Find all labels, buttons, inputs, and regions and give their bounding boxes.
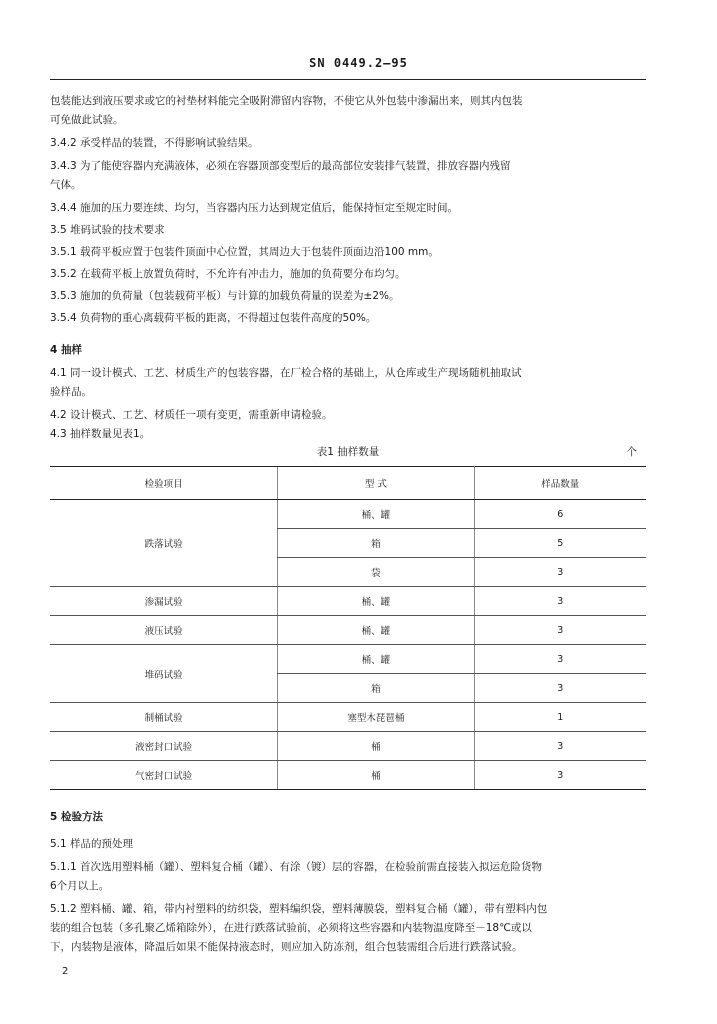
header-test-item: 检验项目 — [50, 467, 278, 500]
clause-3-5-4: 3.5.4 负荷物的重心离载荷平板的距离，不得超过包装件高度的50%。 — [50, 312, 377, 324]
cell-type: 桶、罐 — [278, 587, 474, 616]
clause-5-1-1-line2: 6个月以上。 — [50, 880, 110, 892]
paragraph-continued-line1: 包装能达到液压要求或它的衬垫材料能完全吸附滞留内容物，不使它从外包装中渗漏出来，则其内包装 — [50, 95, 523, 107]
cell-test-item: 气密封口试验 — [50, 761, 278, 790]
clause-5-1-2-line3: 下，内装物是液体，降温后如果不能保持液态时，则应加入防冻剂，组合包装需组合后进行跌落试验。 — [50, 941, 523, 953]
cell-type: 箱 — [278, 529, 474, 558]
clause-5-1: 5.1 样品的预处理 — [50, 838, 134, 850]
cell-qty: 3 — [474, 732, 646, 761]
clause-3-4-3-line1: 3.4.3 为了能使容器内充满液体，必须在容器顶部变型后的最高部位安装排气装置，排放容器内残留 — [50, 160, 511, 172]
cell-test-item: 液密封口试验 — [50, 732, 278, 761]
cell-test-item: 液压试验 — [50, 616, 278, 645]
cell-type: 箱 — [278, 674, 474, 703]
clause-5-1-1-line1: 5.1.1 首次选用塑料桶（罐）、塑料复合桶（罐）、有涂（镀）层的容器，在检验前需直接装入拟运危险货物 — [50, 861, 543, 873]
clause-4-2: 4.2 设计模式、工艺、材质任一项有变更，需重新申请检验。 — [50, 409, 333, 421]
clause-4-1-line2: 验样品。 — [50, 386, 92, 398]
clause-4-1-line1: 4.1 同一设计模式、工艺、材质生产的包装容器，在厂检合格的基础上，从仓库或生产现场随机抽取试 — [50, 367, 522, 379]
cell-qty: 3 — [474, 587, 646, 616]
table-unit: 个 — [626, 446, 637, 458]
table-row — [50, 732, 646, 761]
cell-qty: 1 — [474, 703, 646, 732]
clause-3-4-2: 3.4.2 承受样品的装置，不得影响试验结果。 — [50, 137, 259, 149]
table-header-row — [50, 467, 646, 500]
table-row — [50, 703, 646, 732]
cell-qty: 3 — [474, 674, 646, 703]
cell-test-item: 堆码试验 — [50, 645, 278, 703]
paragraph-continued-line2: 可免做此试验。 — [50, 114, 124, 126]
header-rule — [50, 79, 646, 80]
cell-type: 桶、罐 — [278, 645, 474, 674]
table-row — [50, 500, 646, 529]
cell-qty: 3 — [474, 616, 646, 645]
clause-3-4-3-line2: 气体。 — [50, 179, 82, 191]
clause-3-5-3: 3.5.3 施加的负荷量（包装载荷平板）与计算的加载负荷量的误差为±2%。 — [50, 290, 400, 302]
cell-qty: 3 — [474, 761, 646, 790]
clause-3-5-1: 3.5.1 载荷平板应置于包装件顶面中心位置，其周边大于包装件顶面边沿100 mm。 — [50, 246, 439, 258]
cell-type: 桶 — [278, 761, 474, 790]
table-row — [50, 587, 646, 616]
table-caption: 表1 抽样数量 — [316, 446, 380, 458]
clause-5-1-2-line2: 装的组合包装（多孔聚乙烯箱除外），在进行跌落试验前，必须将这些容器和内装物温度降至－18℃或以 — [50, 922, 532, 934]
section-4-heading: 4 抽样 — [50, 344, 82, 356]
clause-3-5-2: 3.5.2 在载荷平板上放置负荷时，不允许有冲击力，施加的负荷要分布均匀。 — [50, 268, 406, 280]
table-row — [50, 645, 646, 674]
sampling-quantity-table — [50, 466, 646, 790]
clause-3-4-4: 3.4.4 施加的压力要连续、均匀，当容器内压力达到规定值后，能保持恒定至规定时间。 — [50, 202, 459, 214]
clause-5-1-2-line1: 5.1.2 塑料桶、罐、箱，带内衬塑料的纺织袋，塑料编织袋，塑料薄膜袋，塑料复合桶（罐），带有塑料内包 — [50, 903, 548, 915]
clause-4-3: 4.3 抽样数量见表1。 — [50, 428, 151, 440]
cell-type: 桶 — [278, 732, 474, 761]
header-type: 型 式 — [278, 467, 474, 500]
header-sample-qty: 样品数量 — [474, 467, 646, 500]
section-5-heading: 5 检验方法 — [50, 811, 103, 823]
cell-type: 桶、罐 — [278, 616, 474, 645]
clause-3-5: 3.5 堆码试验的技术要求 — [50, 224, 165, 236]
cell-test-item: 制桶试验 — [50, 703, 278, 732]
cell-qty: 5 — [474, 529, 646, 558]
cell-type: 桶、罐 — [278, 500, 474, 529]
cell-qty: 6 — [474, 500, 646, 529]
table-row — [50, 761, 646, 790]
cell-test-item: 跌落试验 — [50, 500, 278, 587]
cell-type: 塞型木琵琶桶 — [278, 703, 474, 732]
cell-qty: 3 — [474, 558, 646, 587]
page-number: 2 — [62, 966, 69, 977]
standard-number-header: SN 0449.2—95 — [309, 56, 408, 70]
cell-test-item: 渗漏试验 — [50, 587, 278, 616]
cell-type: 袋 — [278, 558, 474, 587]
cell-qty: 3 — [474, 645, 646, 674]
table-row — [50, 616, 646, 645]
